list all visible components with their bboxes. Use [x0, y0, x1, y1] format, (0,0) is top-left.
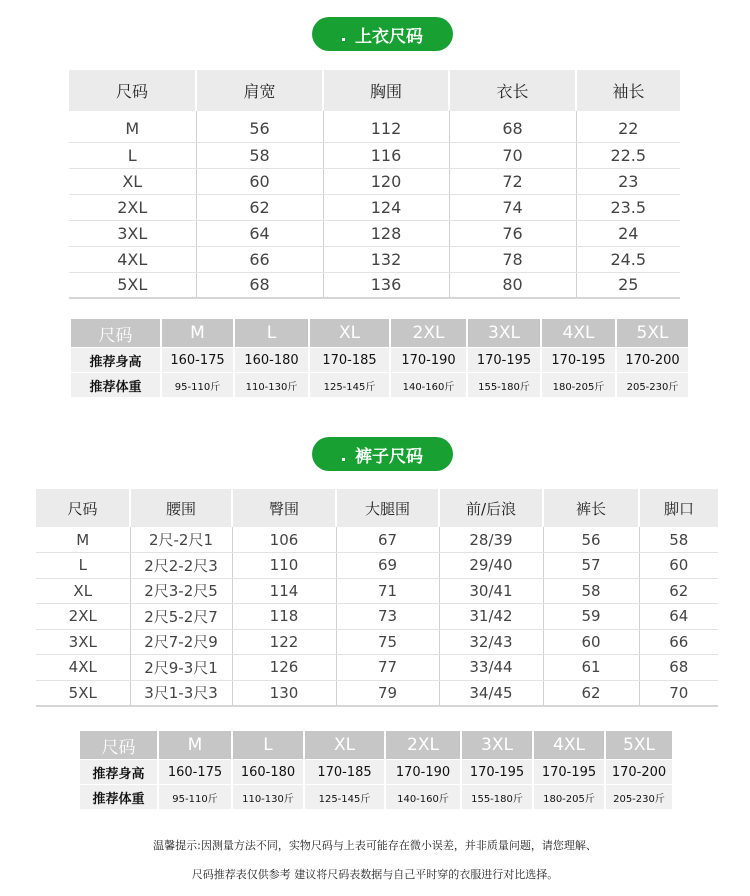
- tops-header-row: [69, 70, 680, 111]
- pants-recommend-table: [78, 730, 674, 810]
- table-row: [36, 578, 718, 604]
- recommend-header-cell: 5XL: [606, 731, 672, 759]
- table-cell: L: [36, 553, 130, 579]
- recommend-header-cell: 2XL: [391, 319, 466, 347]
- recommend-cell: 110-130斤: [235, 373, 308, 397]
- recommend-header-cell: 4XL: [534, 731, 604, 759]
- table-cell: 126: [232, 655, 336, 681]
- table-cell: 5XL: [69, 272, 196, 298]
- table-cell: 23: [576, 168, 680, 194]
- recommend-cell: 170-185: [310, 348, 389, 372]
- table-row: [69, 142, 680, 168]
- size-note-line-1: 温馨提示:因测量方法不同，实物尺码与上表可能存在微小误差，并非质量问题，请您理解、: [153, 839, 597, 852]
- table-cell: 33/44: [439, 655, 543, 681]
- recommend-cell: 125-145斤: [310, 373, 389, 397]
- recommend-cell: 155-180斤: [468, 373, 540, 397]
- table-row: [36, 527, 718, 553]
- recommend-cell: 140-160斤: [386, 785, 460, 809]
- table-cell: 58: [196, 142, 323, 168]
- table-cell: 4XL: [69, 246, 196, 272]
- table-cell: 4XL: [36, 655, 130, 681]
- table-cell: 3XL: [36, 629, 130, 655]
- tops-recommend-table: [69, 318, 690, 398]
- table-row: [69, 272, 680, 298]
- table-row: [69, 168, 680, 194]
- table-cell: 74: [449, 194, 576, 220]
- table-cell: 2XL: [69, 194, 196, 220]
- recommend-cell: 170-195: [534, 760, 604, 784]
- recommend-cell: 170-195: [468, 348, 540, 372]
- table-cell: 62: [543, 680, 639, 706]
- table-row: [69, 246, 680, 272]
- table-cell: 110: [232, 553, 336, 579]
- size-note-line-2: 尺码推荐表仅供参考 建议将尺码表数据与自己平时穿的衣服进行对比选择。: [191, 868, 559, 881]
- table-cell: 114: [232, 578, 336, 604]
- table-cell: 67: [336, 527, 439, 553]
- table-cell: 71: [336, 578, 439, 604]
- recommend-weight-row: [80, 785, 672, 809]
- recommend-cell: 95-110斤: [162, 373, 233, 397]
- table-cell: 64: [639, 604, 718, 630]
- recommend-header-cell: 5XL: [617, 319, 688, 347]
- table-cell: 25: [576, 272, 680, 298]
- table-row: [36, 629, 718, 655]
- table-cell: 136: [323, 272, 449, 298]
- table-cell: 23.5: [576, 194, 680, 220]
- table-cell: 56: [543, 527, 639, 553]
- table-cell: 130: [232, 680, 336, 706]
- table-cell: 69: [336, 553, 439, 579]
- table-cell: 29/40: [439, 553, 543, 579]
- recommend-header-cell: 4XL: [542, 319, 615, 347]
- table-cell: 72: [449, 168, 576, 194]
- recommend-cell: 110-130斤: [233, 785, 303, 809]
- recommend-height-label: 推荐身高: [71, 348, 160, 372]
- tops-size-title: 上衣尺码: [355, 26, 423, 47]
- recommend-height-label: 推荐身高: [80, 760, 157, 784]
- pants-size-table: [36, 489, 718, 707]
- table-cell: 64: [196, 220, 323, 246]
- pants-header-cell: 脚口: [639, 489, 718, 527]
- table-cell: 2尺-2尺1: [130, 527, 232, 553]
- table-cell: 3XL: [69, 220, 196, 246]
- recommend-header-cell: 尺码: [71, 319, 160, 347]
- table-cell: L: [69, 142, 196, 168]
- table-cell: 31/42: [439, 604, 543, 630]
- table-cell: 24.5: [576, 246, 680, 272]
- table-cell: 58: [639, 527, 718, 553]
- recommend-cell: 205-230斤: [617, 373, 688, 397]
- tops-size-title-badge: [312, 17, 453, 51]
- table-cell: 116: [323, 142, 449, 168]
- recommend-cell: 170-185: [305, 760, 384, 784]
- table-cell: 68: [639, 655, 718, 681]
- table-row: [36, 655, 718, 681]
- table-cell: 70: [639, 680, 718, 706]
- recommend-height-row: [80, 760, 672, 784]
- tops-header-cell: 胸围: [323, 70, 449, 111]
- recommend-cell: 180-205斤: [542, 373, 615, 397]
- pants-header-cell: 前/后浪: [439, 489, 543, 527]
- table-row: [69, 194, 680, 220]
- recommend-header-cell: L: [233, 731, 303, 759]
- table-cell: 30/41: [439, 578, 543, 604]
- recommend-cell: 170-195: [542, 348, 615, 372]
- table-cell: XL: [69, 168, 196, 194]
- table-cell: 28/39: [439, 527, 543, 553]
- pants-size-title-badge: [312, 437, 453, 471]
- table-cell: 68: [196, 272, 323, 298]
- recommend-weight-row: [71, 373, 688, 397]
- table-row: [69, 111, 680, 142]
- recommend-height-row: [71, 348, 688, 372]
- table-cell: 24: [576, 220, 680, 246]
- table-cell: 57: [543, 553, 639, 579]
- table-cell: 120: [323, 168, 449, 194]
- table-cell: 22.5: [576, 142, 680, 168]
- pants-header-cell: 裤长: [543, 489, 639, 527]
- recommend-header-cell: 3XL: [468, 319, 540, 347]
- table-cell: 75: [336, 629, 439, 655]
- tops-size-table: [69, 70, 680, 299]
- table-cell: 2尺2-2尺3: [130, 553, 232, 579]
- recommend-cell: 170-200: [617, 348, 688, 372]
- recommend-header-cell: M: [159, 731, 231, 759]
- recommend-cell: 180-205斤: [534, 785, 604, 809]
- pants-header-cell: 臀围: [232, 489, 336, 527]
- recommend-cell: 125-145斤: [305, 785, 384, 809]
- recommend-header-cell: 2XL: [386, 731, 460, 759]
- recommend-weight-label: 推荐体重: [71, 373, 160, 397]
- recommend-cell: 140-160斤: [391, 373, 466, 397]
- table-cell: 56: [196, 111, 323, 142]
- table-cell: 106: [232, 527, 336, 553]
- pants-header-row: [36, 489, 718, 527]
- table-cell: 2尺9-3尺1: [130, 655, 232, 681]
- recommend-cell: 155-180斤: [462, 785, 532, 809]
- table-cell: 70: [449, 142, 576, 168]
- tops-header-cell: 衣长: [449, 70, 576, 111]
- table-cell: 62: [639, 578, 718, 604]
- recommend-cell: 95-110斤: [159, 785, 231, 809]
- table-cell: 5XL: [36, 680, 130, 706]
- table-cell: 79: [336, 680, 439, 706]
- recommend-header-cell: XL: [310, 319, 389, 347]
- table-cell: 78: [449, 246, 576, 272]
- recommend-header-cell: L: [235, 319, 308, 347]
- table-cell: 62: [196, 194, 323, 220]
- table-row: [36, 680, 718, 706]
- recommend-header-row: [71, 319, 688, 347]
- pants-header-cell: 腰围: [130, 489, 232, 527]
- table-cell: 60: [639, 553, 718, 579]
- tops-header-cell: 尺码: [69, 70, 196, 111]
- table-cell: 73: [336, 604, 439, 630]
- table-cell: 66: [639, 629, 718, 655]
- table-cell: 112: [323, 111, 449, 142]
- table-cell: 22: [576, 111, 680, 142]
- table-cell: 68: [449, 111, 576, 142]
- table-cell: 77: [336, 655, 439, 681]
- pants-header-cell: 尺码: [36, 489, 130, 527]
- recommend-cell: 170-195: [462, 760, 532, 784]
- table-row: [36, 553, 718, 579]
- table-cell: 60: [196, 168, 323, 194]
- table-cell: 58: [543, 578, 639, 604]
- recommend-cell: 160-180: [235, 348, 308, 372]
- recommend-cell: 160-180: [233, 760, 303, 784]
- recommend-header-cell: XL: [305, 731, 384, 759]
- pants-size-title: 裤子尺码: [355, 446, 423, 467]
- table-cell: 80: [449, 272, 576, 298]
- table-cell: 76: [449, 220, 576, 246]
- recommend-cell: 170-190: [386, 760, 460, 784]
- table-cell: 59: [543, 604, 639, 630]
- table-cell: M: [36, 527, 130, 553]
- table-cell: M: [69, 111, 196, 142]
- table-cell: 118: [232, 604, 336, 630]
- table-cell: 3尺1-3尺3: [130, 680, 232, 706]
- table-cell: 34/45: [439, 680, 543, 706]
- table-cell: 2尺7-2尺9: [130, 629, 232, 655]
- table-cell: 66: [196, 246, 323, 272]
- table-cell: 2XL: [36, 604, 130, 630]
- pants-header-cell: 大腿围: [336, 489, 439, 527]
- recommend-header-row: [80, 731, 672, 759]
- tops-header-cell: 袖长: [576, 70, 680, 111]
- title-dot: [342, 458, 345, 461]
- table-cell: 32/43: [439, 629, 543, 655]
- table-cell: 61: [543, 655, 639, 681]
- recommend-cell: 205-230斤: [606, 785, 672, 809]
- table-row: [36, 604, 718, 630]
- tops-header-cell: 肩宽: [196, 70, 323, 111]
- table-cell: 122: [232, 629, 336, 655]
- table-cell: 2尺5-2尺7: [130, 604, 232, 630]
- recommend-header-cell: M: [162, 319, 233, 347]
- table-cell: 124: [323, 194, 449, 220]
- title-dot: [342, 38, 345, 41]
- table-cell: 132: [323, 246, 449, 272]
- recommend-cell: 160-175: [162, 348, 233, 372]
- table-row: [69, 220, 680, 246]
- recommend-header-cell: 尺码: [80, 731, 157, 759]
- table-cell: XL: [36, 578, 130, 604]
- recommend-cell: 160-175: [159, 760, 231, 784]
- recommend-header-cell: 3XL: [462, 731, 532, 759]
- table-cell: 60: [543, 629, 639, 655]
- table-cell: 128: [323, 220, 449, 246]
- table-cell: 2尺3-2尺5: [130, 578, 232, 604]
- recommend-cell: 170-190: [391, 348, 466, 372]
- recommend-cell: 170-200: [606, 760, 672, 784]
- recommend-weight-label: 推荐体重: [80, 785, 157, 809]
